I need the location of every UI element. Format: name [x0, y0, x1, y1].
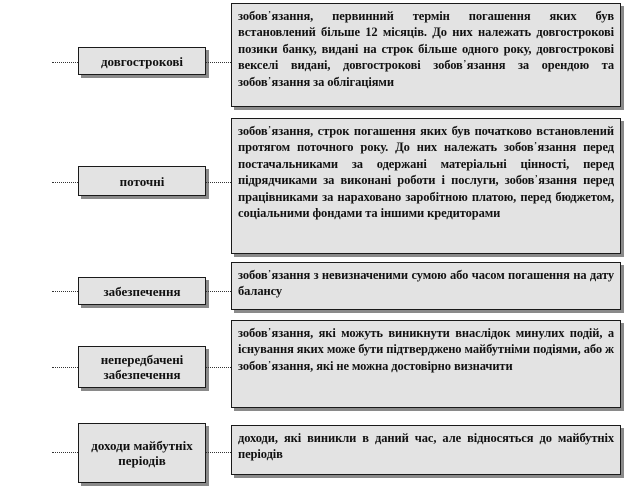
connector-line	[206, 367, 231, 368]
connector-line	[52, 182, 78, 183]
category-box-contingent	[78, 346, 206, 388]
connector-line	[206, 182, 231, 183]
definition-box-contingent	[231, 320, 621, 408]
definition-text: зобов᾽язання, які можуть виникнути внаслідок минулих подій, а існування яких може бути підтверджено майбутніми подіями, або ж зобов᾽язання, які не можна достовірно визначити	[238, 326, 614, 373]
definition-box-deferred-income	[231, 425, 621, 475]
category-label: поточні	[119, 173, 165, 189]
definition-text: доходи, які виникли в даний час, але відносяться до майбутніх періодів	[238, 431, 614, 462]
connector-line	[206, 62, 231, 63]
connector-line	[206, 452, 231, 453]
definition-box-provisions	[231, 262, 621, 310]
category-box-long-term	[78, 47, 206, 75]
category-label: забезпечення	[103, 283, 181, 299]
definition-text: зобов᾽язання, первинний термін погашення яких був встановлений більше 12 місяців. До них належать довгострокові позики банку, видані на строк більше одного року, довгострокові векселі видані, довгострокові зобов᾽язання за орендою та зобов᾽язання за облігаціями	[238, 9, 614, 89]
category-label: непередбачені забезпечення	[100, 352, 184, 382]
connector-line	[52, 291, 78, 292]
connector-line	[52, 62, 78, 63]
definition-box-long-term	[231, 3, 621, 107]
category-box-deferred-income	[78, 423, 206, 483]
connector-line	[52, 452, 78, 453]
category-box-current	[78, 166, 206, 196]
connector-line	[206, 291, 231, 292]
category-label: доходи майбутніх періодів	[91, 438, 193, 468]
definition-box-current	[231, 118, 621, 254]
category-box-provisions	[78, 277, 206, 305]
definition-text: зобов᾽язання з невизначеними сумою або часом погашення на дату балансу	[238, 268, 614, 299]
definition-text: зобов᾽язання, строк погашення яких був початково встановлений протягом поточного року. До них належать зобов᾽язання перед постачальниками за одержані матеріальні цінності, перед підрядчиками за виконані роботи і послуги, зобов᾽язання перед працівниками за нараховано заробітною платою, перед бюджетом, соціальними фондами та іншими кредиторами	[238, 124, 614, 221]
category-label: довгострокові	[100, 53, 184, 69]
connector-line	[52, 367, 78, 368]
